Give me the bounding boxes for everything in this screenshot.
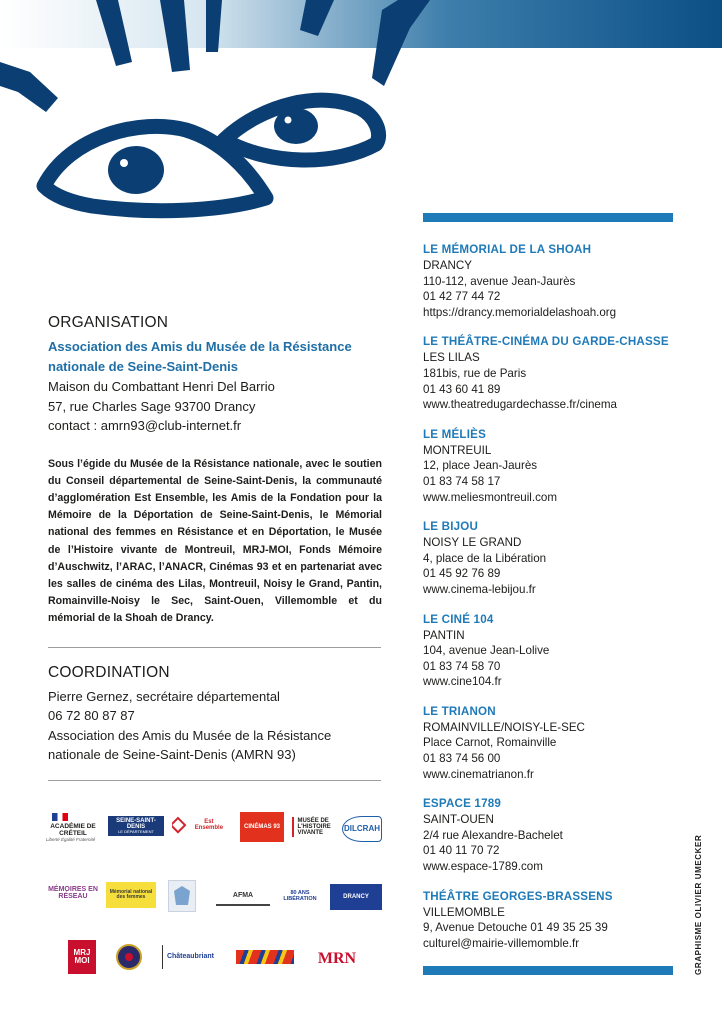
venue-city: LES LILAS xyxy=(423,351,480,365)
coordination-phone: 06 72 80 87 87 xyxy=(48,708,135,724)
organisation-section xyxy=(48,314,382,781)
chateaubriant-figure-icon xyxy=(162,945,163,969)
logo-arac xyxy=(236,950,294,964)
divider xyxy=(48,780,381,781)
venue-name: LE THÉÂTRE-CINÉMA DU GARDE-CHASSE xyxy=(423,335,669,349)
venue-list xyxy=(423,242,693,965)
venue-email[interactable]: culturel@mairie-villemomble.fr xyxy=(423,936,580,950)
venue-address: 110-112, avenue Jean-Jaurès xyxy=(423,274,576,288)
logo-afma: AFMA xyxy=(216,888,270,906)
french-flag-icon xyxy=(52,813,68,821)
venue-phone: 01 42 77 44 72 xyxy=(423,290,501,304)
venue-city: MONTREUIL xyxy=(423,443,492,457)
anacr-badge-icon xyxy=(125,953,133,961)
venue-name: ESPACE 1789 xyxy=(423,797,502,811)
venue-name: THÉÂTRE GEORGES-BRASSENS xyxy=(423,889,613,903)
venue-phone: 01 40 11 70 72 xyxy=(423,844,500,858)
logo-seine-saint-denis: SEINE-SAINT-DENIS LE DÉPARTEMENT xyxy=(108,816,164,836)
histoire-vivante-icon xyxy=(292,817,294,837)
venue-address-phone: 9, Avenue Detouche 01 49 35 25 39 xyxy=(423,921,608,935)
venue-website[interactable]: https://drancy.memorialdelashoah.org xyxy=(423,305,617,319)
eyes-illustration xyxy=(0,0,722,230)
venue-phone: 01 83 74 58 17 xyxy=(423,474,501,488)
venue-website[interactable]: www.meliesmontreuil.com xyxy=(423,490,558,504)
venue-website[interactable]: www.cinema-lebijou.fr xyxy=(423,582,536,596)
logo-dilcrah: DILCRAH xyxy=(342,816,382,842)
logo-emblem xyxy=(168,880,196,912)
logo-cinemas-93: CINÉMAS 93 xyxy=(240,812,284,842)
venue-name: LE MÉLIÈS xyxy=(423,427,486,441)
address-line2: 57, rue Charles Sage 93700 Drancy xyxy=(48,398,256,414)
venue-block xyxy=(423,889,693,952)
venue-website[interactable]: www.cinematrianon.fr xyxy=(423,767,534,781)
venue-block xyxy=(423,427,693,505)
venue-block xyxy=(423,242,693,320)
logo-histoire-vivante: MUSÉE DE L'HISTOIRE VIVANTE xyxy=(292,816,336,838)
logo-memoires-en-reseau: MÉMOIRES EN RÉSEAU xyxy=(48,885,98,900)
venue-block xyxy=(423,334,693,412)
address-line1: Maison du Combattant Henri Del Barrio xyxy=(48,379,275,394)
logo-mrj-moi: MRJ MOI xyxy=(68,940,96,974)
emblem-icon xyxy=(173,885,191,907)
coordination-line4: nationale de Seine-Saint-Denis (AMRN 93) xyxy=(48,747,296,763)
venue-block xyxy=(423,704,693,782)
venue-phone: 01 83 74 58 70 xyxy=(423,659,501,673)
venue-block xyxy=(423,612,693,690)
venue-city: PANTIN xyxy=(423,628,465,642)
venue-website[interactable]: www.cine104.fr xyxy=(423,675,502,689)
venue-city: VILLEMOMBLE xyxy=(423,905,505,919)
venue-name: LE CINÉ 104 xyxy=(423,612,494,626)
venue-block xyxy=(423,796,693,874)
venue-phone: 01 43 60 41 89 xyxy=(423,382,501,396)
coordination-heading: COORDINATION xyxy=(48,663,170,681)
divider xyxy=(48,647,381,648)
logo-memorial-femmes: Mémorial national des femmes xyxy=(106,882,156,908)
venue-phone: 01 83 74 56 00 xyxy=(423,752,501,766)
venue-website[interactable]: www.espace-1789.com xyxy=(423,860,543,874)
association-name-line2: nationale de Seine-Saint-Denis xyxy=(48,359,238,374)
venue-name: LE BIJOU xyxy=(423,520,479,534)
logo-anacr xyxy=(116,944,142,970)
venue-city: DRANCY xyxy=(423,259,472,272)
venue-city: ROMAINVILLE/NOISY-LE-SEC xyxy=(423,720,585,734)
venue-name: LE TRIANON xyxy=(423,704,496,718)
organisation-heading: ORGANISATION xyxy=(48,314,169,331)
coordination-line1: Pierre Gernez, secrétaire départemental xyxy=(48,688,280,704)
partner-logos xyxy=(46,804,386,986)
right-bottom-bar xyxy=(423,966,673,975)
design-credit: GRAPHISME OLIVIER UMECKER xyxy=(694,834,703,975)
logo-est-ensemble: Est Ensemble xyxy=(172,812,228,838)
venue-phone: 01 45 92 76 89 xyxy=(423,567,501,581)
venue-block xyxy=(423,519,693,597)
logo-80-ans-liberation: 80 ANS LIBÉRATION xyxy=(283,890,317,902)
venue-name: LE MÉMORIAL DE LA SHOAH xyxy=(423,243,592,256)
venue-address: 2/4 rue Alexandre-Bachelet xyxy=(423,828,563,842)
right-top-bar xyxy=(423,213,673,222)
logo-chateaubriant: Châteaubriant xyxy=(166,953,214,961)
venue-address: 12, place Jean-Jaurès xyxy=(423,459,538,473)
venue-city: SAINT-OUEN xyxy=(423,813,494,827)
venue-website[interactable]: www.theatredugardechasse.fr/cinema xyxy=(423,398,617,412)
logo-memorial-drancy: DRANCY xyxy=(330,884,382,910)
association-name-line1: Association des Amis du Musée de la Résistance xyxy=(48,339,352,354)
venue-city: NOISY LE GRAND xyxy=(423,536,522,550)
contact-email[interactable]: contact : amrn93@club-internet.fr xyxy=(48,418,242,433)
logo-mrn: MRN xyxy=(317,949,357,967)
logo-academie-creteil: ACADÉMIE DE CRÉTEIL Liberté Égalité Fraternité xyxy=(46,806,100,850)
venue-address: Place Carnot, Romainville xyxy=(423,736,557,750)
venue-address: 181bis, rue de Paris xyxy=(423,366,527,380)
venue-address: 104, avenue Jean-Lolive xyxy=(423,644,550,658)
coordination-line3: Association des Amis du Musée de la Résistance xyxy=(48,727,332,743)
organisation-body: Sous l’égide du Musée de la Résistance nationale, avec le soutien du Conseil départemental de Seine-Saint-Denis, la communauté d’agglomération Est Ensemble, les Amis de la Fondation pour la Mémoire de la Déportation de Seine-Saint-Denis, le Mémorial national des femmes en Résistance et en Déportation, le Musée de l’Histoire vivante de Montreuil, MRJ-MOI, Fonds Mémoire d’Auschwitz, l’ARAC, l’ANACR, Cinémas 93 et en partenariat avec les salles de cinéma des Lilas, Montreuil, Noisy le Grand, Pantin, Romainville-Noisy le Sec, Saint-Ouen, Villemomble et du mémorial de la Shoah de Drancy. xyxy=(48,457,382,625)
est-ensemble-icon xyxy=(172,817,186,834)
venue-address: 4, place de la Libération xyxy=(423,551,547,565)
